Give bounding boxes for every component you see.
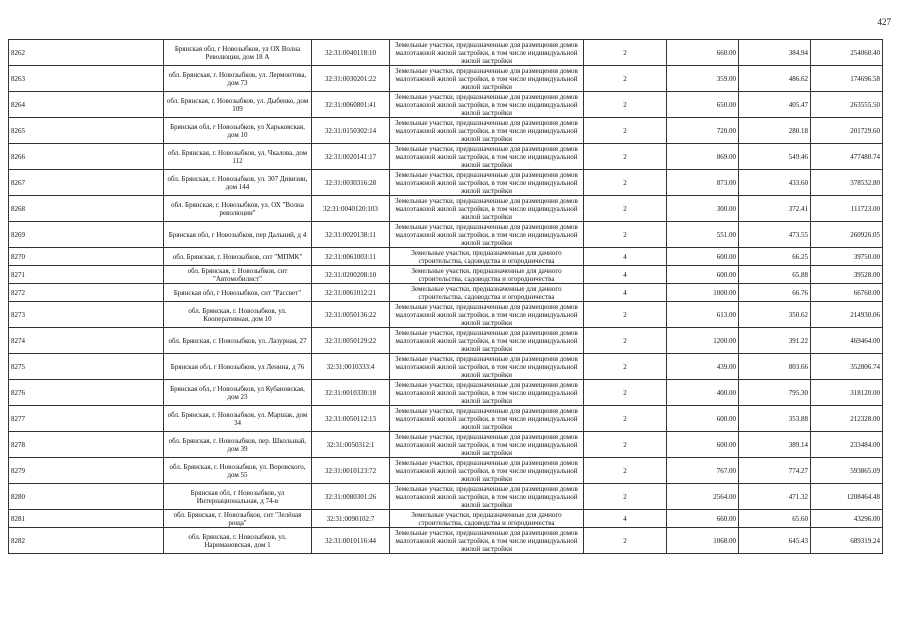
table-row (9, 92, 883, 118)
group-cell: 2 (584, 406, 667, 432)
table-row (9, 284, 883, 302)
table-row (9, 118, 883, 144)
address-cell: обл. Брянская, г. Новозыбков, пер. Школьный, дом 39 (164, 432, 312, 458)
row-number: 8263 (9, 66, 164, 92)
address-cell: обл. Брянская, г. Новозыбков, снт "Зелёная роща" (164, 510, 312, 528)
area-cell: 600.00 (667, 432, 739, 458)
specific-value-cell: 280.18 (739, 118, 811, 144)
cadastral-number-cell: 32:31:0090102:7 (312, 510, 390, 528)
cadastral-value-cell: 260926.05 (811, 222, 883, 248)
area-cell: 2564.00 (667, 484, 739, 510)
address-cell: обл. Брянская, г. Новозыбков, снт "МПМК" (164, 248, 312, 266)
specific-value-cell: 405.47 (739, 92, 811, 118)
area-cell: 359.00 (667, 66, 739, 92)
area-cell: 600.00 (667, 406, 739, 432)
group-cell: 2 (584, 432, 667, 458)
address-cell: Брянская обл, г Новозыбков, ул Кубановская, дом 23 (164, 380, 312, 406)
cadastral-number-cell: 32:31:0150302:14 (312, 118, 390, 144)
cadastral-number-cell: 32:31:0080301:26 (312, 484, 390, 510)
group-cell: 2 (584, 40, 667, 66)
group-cell: 4 (584, 284, 667, 302)
cadastral-number-cell: 32:31:0061012:21 (312, 284, 390, 302)
area-cell: 439.00 (667, 354, 739, 380)
specific-value-cell: 372.41 (739, 196, 811, 222)
cadastral-number-cell: 32:31:0020138:11 (312, 222, 390, 248)
table-row (9, 302, 883, 328)
address-cell: обл. Брянская, г. Новозыбков, ул. Кооперативная, дом 10 (164, 302, 312, 328)
table-row (9, 432, 883, 458)
group-cell: 2 (584, 458, 667, 484)
area-cell: 1000.00 (667, 284, 739, 302)
page-number: 427 (877, 17, 891, 27)
row-number: 8275 (9, 354, 164, 380)
group-cell: 2 (584, 196, 667, 222)
cadastral-value-cell: 689319.24 (811, 528, 883, 554)
cadastral-value-cell: 378532.80 (811, 170, 883, 196)
group-cell: 4 (584, 510, 667, 528)
area-cell: 400.00 (667, 380, 739, 406)
table-row (9, 248, 883, 266)
cadastral-value-cell: 43296.00 (811, 510, 883, 528)
row-number: 8276 (9, 380, 164, 406)
land-use-cell: Земельные участки, предназначенные для размещения домов малоэтажной жилой застройки, в том числе индивидуальной жилой застройки (390, 458, 584, 484)
row-number: 8271 (9, 266, 164, 284)
specific-value-cell: 473.55 (739, 222, 811, 248)
cadastral-number-cell: 32:31:0010123:72 (312, 458, 390, 484)
table-row (9, 66, 883, 92)
area-cell: 1068.00 (667, 528, 739, 554)
area-cell: 869.00 (667, 144, 739, 170)
group-cell: 2 (584, 328, 667, 354)
area-cell: 650.00 (667, 92, 739, 118)
land-use-cell: Земельные участки, предназначенные для размещения домов малоэтажной жилой застройки, в том числе индивидуальной жилой застройки (390, 302, 584, 328)
row-number: 8280 (9, 484, 164, 510)
land-use-cell: Земельные участки, предназначенные для размещения домов малоэтажной жилой застройки, в том числе индивидуальной жилой застройки (390, 118, 584, 144)
table-row (9, 510, 883, 528)
group-cell: 2 (584, 170, 667, 196)
row-number: 8268 (9, 196, 164, 222)
address-cell: обл. Брянская, г. Новозыбков, ул. 307 Дивизии, дом 144 (164, 170, 312, 196)
address-cell: обл. Брянская, г. Новозыбков, ул. ОХ "Волна революции" (164, 196, 312, 222)
area-cell: 300.00 (667, 196, 739, 222)
cadastral-value-cell: 174696.58 (811, 66, 883, 92)
table-row (9, 196, 883, 222)
specific-value-cell: 391.22 (739, 328, 811, 354)
table-row (9, 144, 883, 170)
land-use-cell: Земельные участки, предназначенные для размещения домов малоэтажной жилой застройки, в том числе индивидуальной жилой застройки (390, 432, 584, 458)
land-use-cell: Земельные участки, предназначенные для размещения домов малоэтажной жилой застройки, в том числе индивидуальной жилой застройки (390, 380, 584, 406)
row-number: 8281 (9, 510, 164, 528)
cadastral-value-cell: 469464.00 (811, 328, 883, 354)
address-cell: обл. Брянская, г. Новозыбков, ул. Дыбенко, дом 109 (164, 92, 312, 118)
land-use-cell: Земельные участки, предназначенные для размещения домов малоэтажной жилой застройки, в том числе индивидуальной жилой застройки (390, 406, 584, 432)
cadastral-value-cell: 66760.00 (811, 284, 883, 302)
group-cell: 2 (584, 222, 667, 248)
group-cell: 2 (584, 92, 667, 118)
specific-value-cell: 65.88 (739, 266, 811, 284)
cadastral-number-cell: 32:31:0030201:22 (312, 66, 390, 92)
address-cell: Брянская обл, г Новозыбков, снт "Рассвет" (164, 284, 312, 302)
area-cell: 873.00 (667, 170, 739, 196)
table-row (9, 484, 883, 510)
land-use-cell: Земельные участки, предназначенные для размещения домов малоэтажной жилой застройки, в том числе индивидуальной жилой застройки (390, 222, 584, 248)
table-row (9, 266, 883, 284)
row-number: 8272 (9, 284, 164, 302)
land-use-cell: Земельные участки, предназначенные для размещения домов малоэтажной жилой застройки, в том числе индивидуальной жилой застройки (390, 170, 584, 196)
group-cell: 2 (584, 354, 667, 380)
address-cell: Брянская обл, г Новозыбков, ул Харьковская, дом 10 (164, 118, 312, 144)
specific-value-cell: 353.88 (739, 406, 811, 432)
specific-value-cell: 433.60 (739, 170, 811, 196)
area-cell: 720.00 (667, 118, 739, 144)
cadastral-value-cell: 39528.00 (811, 266, 883, 284)
cadastral-value-cell: 1208464.48 (811, 484, 883, 510)
area-cell: 767.00 (667, 458, 739, 484)
address-cell: обл. Брянская, г. Новозыбков, ул. Лермонтова, дом 73 (164, 66, 312, 92)
land-registry-table (8, 39, 883, 554)
cadastral-number-cell: 32:31:0060801:41 (312, 92, 390, 118)
cadastral-number-cell: 32:31:0050136:22 (312, 302, 390, 328)
land-use-cell: Земельные участки, предназначенные для размещения домов малоэтажной жилой застройки, в том числе индивидуальной жилой застройки (390, 528, 584, 554)
cadastral-number-cell: 32:31:0030316:28 (312, 170, 390, 196)
area-cell: 1200.00 (667, 328, 739, 354)
cadastral-value-cell: 263555.50 (811, 92, 883, 118)
row-number: 8274 (9, 328, 164, 354)
specific-value-cell: 350.62 (739, 302, 811, 328)
table-row (9, 380, 883, 406)
row-number: 8265 (9, 118, 164, 144)
group-cell: 2 (584, 144, 667, 170)
cadastral-value-cell: 212328.00 (811, 406, 883, 432)
specific-value-cell: 803.66 (739, 354, 811, 380)
cadastral-number-cell: 32:31:0050129:22 (312, 328, 390, 354)
cadastral-number-cell: 32:31:0061003:11 (312, 248, 390, 266)
cadastral-value-cell: 233484.00 (811, 432, 883, 458)
specific-value-cell: 66.25 (739, 248, 811, 266)
row-number: 8270 (9, 248, 164, 266)
address-cell: обл. Брянская, г. Новозыбков, ул. Чкалова, дом 112 (164, 144, 312, 170)
area-cell: 660.00 (667, 40, 739, 66)
land-use-cell: Земельные участки, предназначенные для дачного строительства, садоводства и огородничества (390, 248, 584, 266)
specific-value-cell: 795.30 (739, 380, 811, 406)
specific-value-cell: 549.46 (739, 144, 811, 170)
table-row (9, 40, 883, 66)
land-use-cell: Земельные участки, предназначенные для размещения домов малоэтажной жилой застройки, в том числе индивидуальной жилой застройки (390, 40, 584, 66)
address-cell: Брянская обл, г Новозыбков, ул Интернациональная, д 74-в (164, 484, 312, 510)
address-cell: обл. Брянская, г. Новозыбков, ул. Воровского, дом 55 (164, 458, 312, 484)
cadastral-value-cell: 352806.74 (811, 354, 883, 380)
address-cell: обл. Брянская, г. Новозыбков, снт "Автомобилист" (164, 266, 312, 284)
table-row (9, 328, 883, 354)
group-cell: 4 (584, 266, 667, 284)
address-cell: Брянская обл, г Новозыбков, ул ОХ Волна Революции, дом 18 А (164, 40, 312, 66)
cadastral-value-cell: 593865.09 (811, 458, 883, 484)
cadastral-number-cell: 32:31:0040120:103 (312, 196, 390, 222)
cadastral-number-cell: 32:31:0010330:18 (312, 380, 390, 406)
table-row (9, 528, 883, 554)
land-use-cell: Земельные участки, предназначенные для размещения домов малоэтажной жилой застройки, в том числе индивидуальной жилой застройки (390, 484, 584, 510)
land-use-cell: Земельные участки, предназначенные для размещения домов малоэтажной жилой застройки, в том числе индивидуальной жилой застройки (390, 328, 584, 354)
table-row (9, 222, 883, 248)
row-number: 8282 (9, 528, 164, 554)
address-cell: обл. Брянская, г. Новозыбков, ул. Наримановская, дом 1 (164, 528, 312, 554)
land-use-cell: Земельные участки, предназначенные для размещения домов малоэтажной жилой застройки, в том числе индивидуальной жилой застройки (390, 196, 584, 222)
cadastral-number-cell: 32:31:0040118:10 (312, 40, 390, 66)
cadastral-value-cell: 214930.06 (811, 302, 883, 328)
address-cell: обл. Брянская, г. Новозыбков, ул. Лазурная, 27 (164, 328, 312, 354)
row-number: 8264 (9, 92, 164, 118)
group-cell: 2 (584, 118, 667, 144)
land-use-cell: Земельные участки, предназначенные для размещения домов малоэтажной жилой застройки, в том числе индивидуальной жилой застройки (390, 144, 584, 170)
row-number: 8277 (9, 406, 164, 432)
specific-value-cell: 774.27 (739, 458, 811, 484)
cadastral-number-cell: 32:31:0010116:44 (312, 528, 390, 554)
group-cell: 2 (584, 302, 667, 328)
table-row (9, 354, 883, 380)
row-number: 8262 (9, 40, 164, 66)
row-number: 8278 (9, 432, 164, 458)
row-number: 8267 (9, 170, 164, 196)
address-cell: Брянская обл, г Новозыбков, пер Дальний, д 4 (164, 222, 312, 248)
cadastral-value-cell: 318120.00 (811, 380, 883, 406)
cadastral-value-cell: 39750.00 (811, 248, 883, 266)
specific-value-cell: 471.32 (739, 484, 811, 510)
cadastral-number-cell: 32:31:0010333:4 (312, 354, 390, 380)
cadastral-value-cell: 111723.00 (811, 196, 883, 222)
area-cell: 660.00 (667, 510, 739, 528)
row-number: 8266 (9, 144, 164, 170)
address-cell: обл. Брянская, г. Новозыбков, ул. Маршак, дом 34 (164, 406, 312, 432)
cadastral-number-cell: 32:31:0050112:13 (312, 406, 390, 432)
table-row (9, 406, 883, 432)
cadastral-value-cell: 254060.40 (811, 40, 883, 66)
specific-value-cell: 66.76 (739, 284, 811, 302)
land-use-cell: Земельные участки, предназначенные для дачного строительства, садоводства и огородничества (390, 284, 584, 302)
area-cell: 551.00 (667, 222, 739, 248)
land-use-cell: Земельные участки, предназначенные для дачного строительства, садоводства и огородничества (390, 266, 584, 284)
cadastral-value-cell: 201729.60 (811, 118, 883, 144)
area-cell: 600.00 (667, 248, 739, 266)
land-use-cell: Земельные участки, предназначенные для размещения домов малоэтажной жилой застройки, в том числе индивидуальной жилой застройки (390, 92, 584, 118)
group-cell: 2 (584, 484, 667, 510)
specific-value-cell: 65.60 (739, 510, 811, 528)
cadastral-value-cell: 477480.74 (811, 144, 883, 170)
specific-value-cell: 384.94 (739, 40, 811, 66)
row-number: 8279 (9, 458, 164, 484)
land-use-cell: Земельные участки, предназначенные для размещения домов малоэтажной жилой застройки, в том числе индивидуальной жилой застройки (390, 66, 584, 92)
table-row (9, 458, 883, 484)
group-cell: 2 (584, 528, 667, 554)
group-cell: 2 (584, 66, 667, 92)
group-cell: 2 (584, 380, 667, 406)
cadastral-number-cell: 32:31:0020141:17 (312, 144, 390, 170)
specific-value-cell: 389.14 (739, 432, 811, 458)
specific-value-cell: 645.43 (739, 528, 811, 554)
cadastral-number-cell: 32:31:0050312:1 (312, 432, 390, 458)
area-cell: 600.00 (667, 266, 739, 284)
group-cell: 4 (584, 248, 667, 266)
row-number: 8269 (9, 222, 164, 248)
cadastral-number-cell: 32:31:0200208:10 (312, 266, 390, 284)
table-row (9, 170, 883, 196)
specific-value-cell: 486.62 (739, 66, 811, 92)
area-cell: 613.00 (667, 302, 739, 328)
address-cell: Брянская обл, г Новозыбков, ул Ленина, д 76 (164, 354, 312, 380)
row-number: 8273 (9, 302, 164, 328)
land-use-cell: Земельные участки, предназначенные для размещения домов малоэтажной жилой застройки, в том числе индивидуальной жилой застройки (390, 354, 584, 380)
land-use-cell: Земельные участки, предназначенные для дачного строительства, садоводства и огородничества (390, 510, 584, 528)
